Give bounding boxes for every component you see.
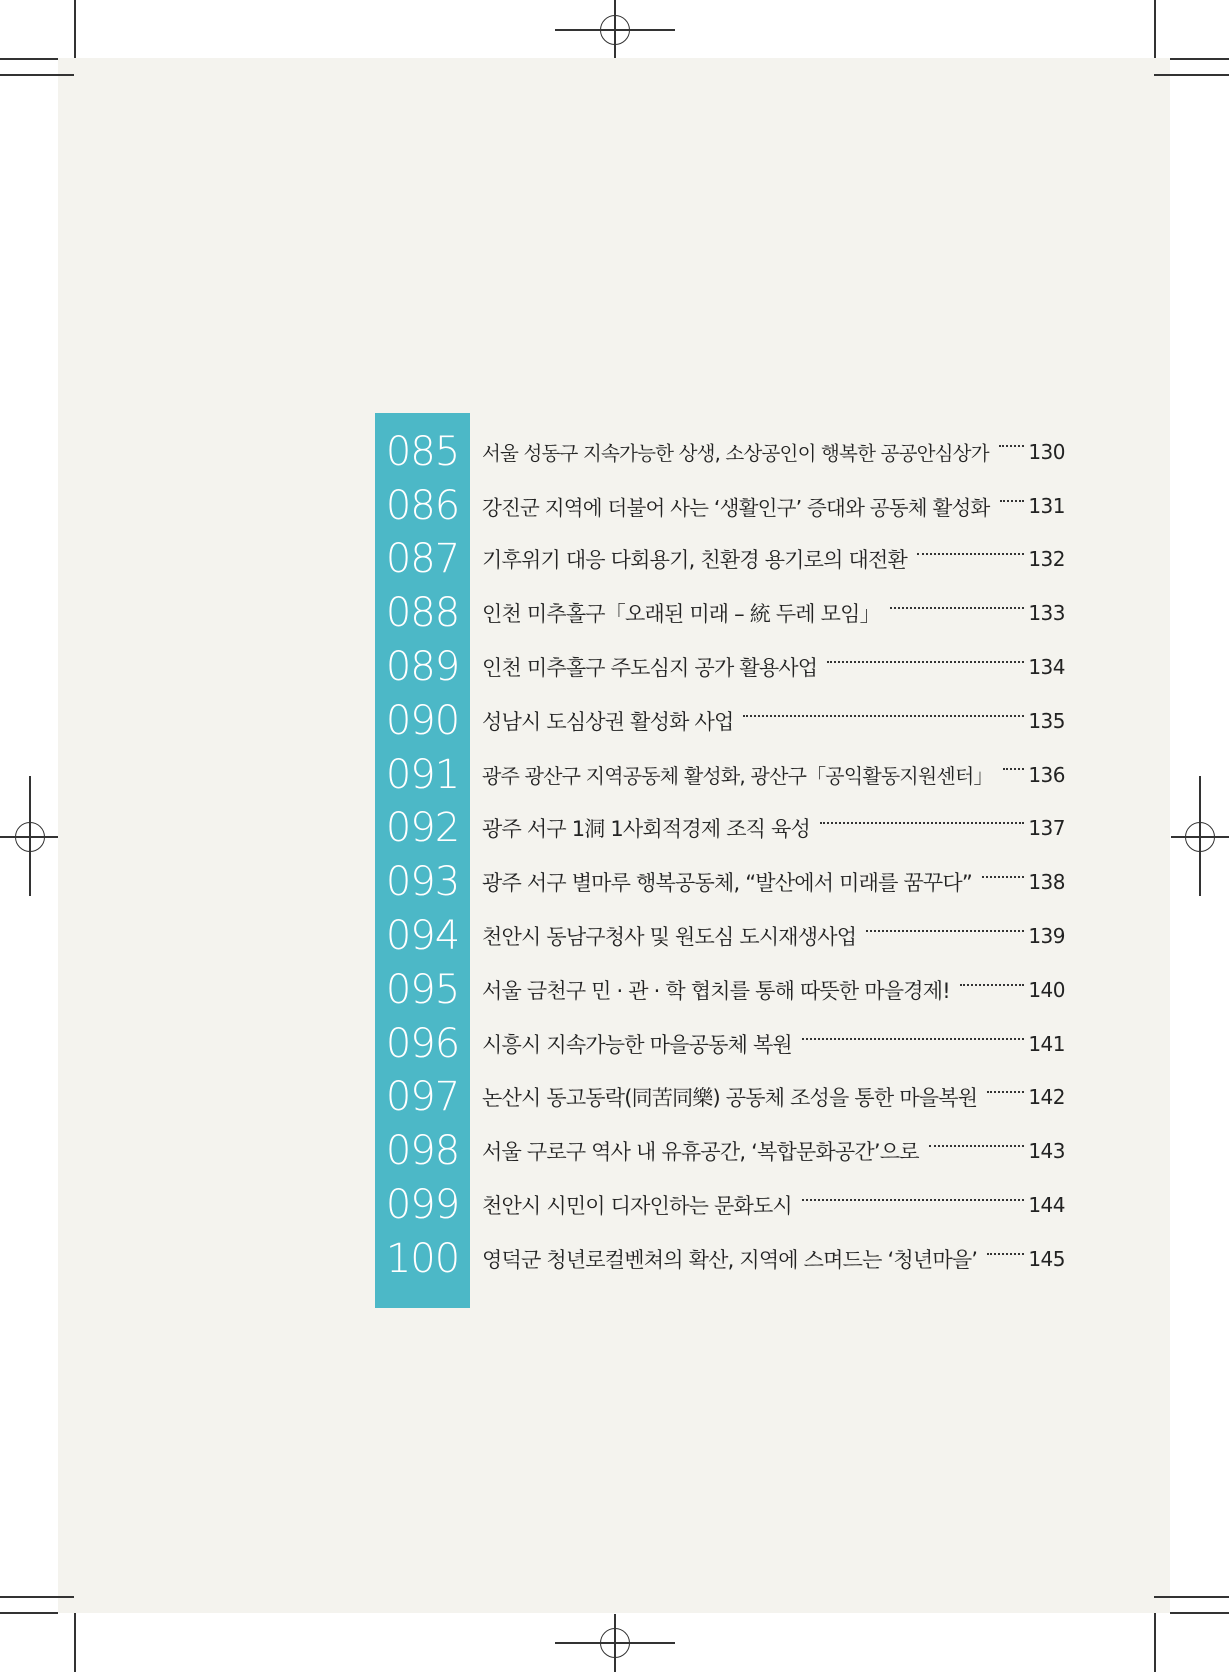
toc-entry-number: 095 xyxy=(385,966,460,1013)
toc-leader-dots xyxy=(743,713,1024,717)
crop-mark xyxy=(1154,74,1229,76)
toc-entry-number: 092 xyxy=(385,805,460,852)
toc-entry-title: 서울 성동구 지속가능한 상생, 소상공인이 행복한 공공안심상가 xyxy=(482,441,989,465)
toc-entry-number: 091 xyxy=(385,751,460,798)
toc-entry[interactable] xyxy=(375,963,1065,1017)
toc-entry[interactable] xyxy=(375,586,1065,640)
toc-entry-title: 광주 서구 1洞 1사회적경제 조직 육성 xyxy=(482,817,811,842)
toc-leader-dots xyxy=(1000,498,1025,502)
toc-list xyxy=(375,425,1065,1286)
crop-mark xyxy=(1170,58,1229,60)
toc-leader-dots xyxy=(960,982,1024,986)
toc-entry-number: 090 xyxy=(385,697,460,744)
toc-entry-body xyxy=(482,1082,1065,1112)
toc-leader-dots xyxy=(987,1089,1024,1093)
crop-mark xyxy=(1170,1612,1229,1614)
toc-entry-body xyxy=(482,1190,1065,1220)
toc-entry-body xyxy=(482,652,1065,682)
toc-leader-dots xyxy=(866,928,1024,932)
toc-entry-title: 인천 미추홀구「오래된 미래 – 統 두레 모임」 xyxy=(482,602,880,627)
toc-entry-body xyxy=(482,813,1065,843)
toc-entry-number: 099 xyxy=(385,1182,460,1229)
toc-entry-page: 132 xyxy=(1028,547,1065,572)
toc-entry-title: 인천 미추홀구 주도심지 공가 활용사업 xyxy=(482,656,818,681)
toc-entry-page: 140 xyxy=(1028,977,1065,1002)
toc-entry[interactable] xyxy=(375,1071,1065,1125)
toc-entry-number: 088 xyxy=(385,590,460,637)
toc-entry-number: 100 xyxy=(385,1235,460,1282)
toc-entry-number: 086 xyxy=(385,482,460,529)
toc-entry-body xyxy=(482,921,1065,951)
toc-entry[interactable] xyxy=(375,748,1065,802)
toc-entry-title: 성남시 도심상권 활성화 사업 xyxy=(482,709,734,734)
toc-entry-title: 광주 서구 별마루 행복공동체, “발산에서 미래를 꿈꾸다” xyxy=(482,871,972,896)
crop-mark xyxy=(1154,1596,1229,1598)
toc-entry-number: 094 xyxy=(385,913,460,960)
toc-entry-page: 138 xyxy=(1028,870,1065,895)
toc-leader-dots xyxy=(987,1251,1024,1255)
toc-entry[interactable] xyxy=(375,855,1065,909)
toc-entry[interactable] xyxy=(375,802,1065,856)
toc-leader-dots xyxy=(802,1036,1024,1040)
toc-entry-page: 139 xyxy=(1028,924,1065,949)
toc-entry-number: 096 xyxy=(385,1020,460,1067)
toc-leader-dots xyxy=(917,551,1024,555)
toc-entry-number: 087 xyxy=(385,536,460,583)
toc-entry-body xyxy=(482,544,1065,574)
toc-entry-body xyxy=(482,1244,1065,1274)
toc-entry[interactable] xyxy=(375,1017,1065,1071)
toc-entry-page: 145 xyxy=(1028,1246,1065,1271)
toc-entry-number: 097 xyxy=(385,1074,460,1121)
crop-mark xyxy=(0,58,58,60)
registration-circle xyxy=(15,822,45,852)
registration-circle xyxy=(1185,822,1215,852)
toc-leader-dots xyxy=(890,605,1024,609)
crop-mark xyxy=(0,74,74,76)
toc-entry-page: 141 xyxy=(1028,1031,1065,1056)
toc-entry[interactable] xyxy=(375,909,1065,963)
registration-circle xyxy=(600,15,630,45)
toc-entry-title: 서울 구로구 역사 내 유휴공간, ‘복합문화공간’으로 xyxy=(482,1140,919,1165)
toc-entry-page: 130 xyxy=(1028,439,1065,464)
toc-entry-page: 137 xyxy=(1028,816,1065,841)
toc-entry[interactable] xyxy=(375,1178,1065,1232)
toc-entry-body xyxy=(482,867,1065,897)
toc-leader-dots xyxy=(999,443,1025,447)
toc-entry-page: 131 xyxy=(1028,493,1065,518)
toc-entry-number: 089 xyxy=(385,644,460,691)
toc-leader-dots xyxy=(982,874,1024,878)
toc-entry-body xyxy=(482,491,1065,521)
toc-entry-body xyxy=(482,760,1065,789)
toc-entry[interactable] xyxy=(375,1232,1065,1286)
toc-entry[interactable] xyxy=(375,1124,1065,1178)
toc-entry-title: 시흥시 지속가능한 마을공동체 복원 xyxy=(482,1032,792,1057)
toc-entry-title: 논산시 동고동락(同苦同樂) 공동체 조성을 통한 마을복원 xyxy=(482,1086,978,1111)
crop-mark xyxy=(0,1612,58,1614)
toc-leader-dots xyxy=(820,820,1024,824)
toc-entry-body xyxy=(482,975,1065,1005)
crop-mark xyxy=(1154,0,1156,58)
toc-entry-title: 광주 광산구 지역공동체 활성화, 광산구「공익활동지원센터」 xyxy=(482,764,993,789)
toc-entry-page: 143 xyxy=(1028,1139,1065,1164)
toc-entry-title: 영덕군 청년로컬벤쳐의 확산, 지역에 스며드는 ‘청년마을’ xyxy=(482,1247,978,1272)
toc-entry-number: 098 xyxy=(385,1128,460,1175)
toc-entry[interactable] xyxy=(375,479,1065,533)
toc-entry-body xyxy=(482,438,1065,466)
toc-entry-title: 천안시 동남구청사 및 원도심 도시재생사업 xyxy=(482,925,857,950)
toc-leader-dots xyxy=(1003,766,1025,770)
toc-entry-title: 서울 금천구 민 · 관 · 학 협치를 통해 따뜻한 마을경제! xyxy=(482,978,950,1003)
registration-circle xyxy=(600,1628,630,1658)
toc-entry-page: 142 xyxy=(1028,1085,1065,1110)
toc-entry-page: 135 xyxy=(1028,708,1065,733)
toc-entry-number: 093 xyxy=(385,859,460,906)
toc-entry-body xyxy=(482,1136,1065,1166)
toc-entry-title: 기후위기 대응 다회용기, 친환경 용기로의 대전환 xyxy=(482,548,907,573)
toc-entry-body xyxy=(482,598,1065,628)
toc-entry-title: 강진군 지역에 더불어 사는 ‘생활인구’ 증대와 공동체 활성화 xyxy=(482,495,990,520)
toc-entry[interactable] xyxy=(375,694,1065,748)
toc-entry-page: 136 xyxy=(1028,762,1065,787)
crop-mark xyxy=(1154,1613,1156,1672)
crop-mark xyxy=(0,1596,74,1598)
toc-entry[interactable] xyxy=(375,533,1065,587)
toc-entry-number: 085 xyxy=(385,428,460,475)
toc-entry-body xyxy=(482,1029,1065,1059)
toc-entry-title: 천안시 시민이 디자인하는 문화도시 xyxy=(482,1194,792,1219)
toc-entry-page: 133 xyxy=(1028,601,1065,626)
toc-entry-body xyxy=(482,706,1065,736)
crop-mark xyxy=(74,1613,76,1672)
toc-leader-dots xyxy=(802,1197,1024,1201)
crop-mark xyxy=(74,0,76,58)
toc-entry[interactable] xyxy=(375,425,1065,479)
toc-entry[interactable] xyxy=(375,640,1065,694)
toc-leader-dots xyxy=(929,1143,1025,1147)
toc-leader-dots xyxy=(827,659,1024,663)
toc-entry-page: 144 xyxy=(1028,1193,1065,1218)
toc-entry-page: 134 xyxy=(1028,655,1065,680)
